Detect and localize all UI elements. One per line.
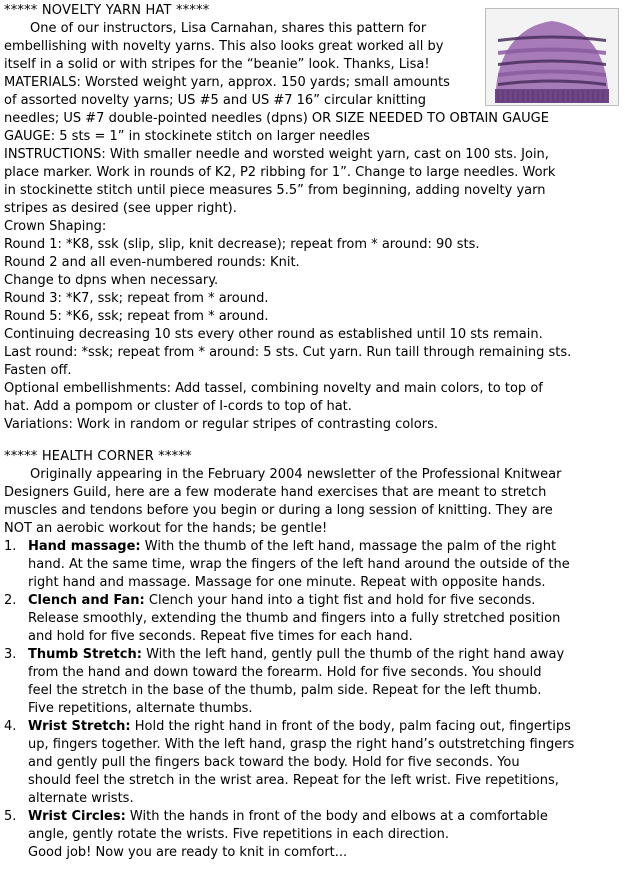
list-number: 3. [4, 647, 17, 662]
exercise-first-line [28, 646, 621, 664]
crown-shaping-line: Crown Shaping: [4, 219, 107, 234]
exercise-line: Five repetitions, alternate thumbs. [28, 701, 253, 716]
wrapped-text-zone [4, 2, 484, 110]
embellishment-line: Optional embellishments: Add tassel, combining novelty and main colors, to top of [4, 381, 543, 396]
section-heading: ***** NOVELTY YARN HAT ***** [4, 3, 210, 18]
exercise-line: hand. At the same time, wrap the fingers of the left hand around the outside of the [28, 557, 570, 572]
instructions-line: place marker. Work in rounds of K2, P2 ribbing for 1”. Change to large needles. Work [4, 165, 556, 180]
embellishment-line: hat. Add a pompom or cluster of I-cords to top of hat. [4, 399, 352, 414]
exercise-line: Release smoothly, extending the thumb and fingers into a fully stretched position [28, 611, 561, 626]
exercise-line: from the hand and down toward the forearm. Hold for five seconds. You should [28, 665, 542, 680]
exercise-term: Wrist Circles: [28, 809, 126, 824]
list-number: 2. [4, 593, 17, 608]
variations-line: Variations: Work in random or regular stripes of contrasting colors. [4, 417, 438, 432]
exercise-list [4, 538, 621, 844]
intro-line: Originally appearing in the February 2004 newsletter of the Professional Knitwear [30, 467, 562, 482]
list-number: 4. [4, 719, 17, 734]
hat-brim [495, 89, 609, 103]
exercise-line: feel the stretch in the base of the thumb, palm side. Repeat for the left thumb. [28, 683, 542, 698]
crown-shaping-line: Fasten off. [4, 363, 72, 378]
exercise-wrist-stretch [4, 718, 621, 808]
exercise-first-line [28, 808, 621, 826]
exercise-line: up, fingers together. With the left hand, grasp the right hand’s outstretching fingers [28, 737, 575, 752]
materials-line: of assorted novelty yarns; US #5 and US #7 16” circular knitting [4, 93, 426, 108]
exercise-thumb-stretch [4, 646, 621, 718]
section-heading: ***** HEALTH CORNER ***** [4, 449, 192, 464]
crown-shaping-line: Round 2 and all even-numbered rounds: Knit. [4, 255, 300, 270]
exercise-term: Wrist Stretch: [28, 719, 131, 734]
exercise-text: With the left hand, gently pull the thumb of the right hand away [141, 647, 565, 662]
exercise-text: With the thumb of the left hand, massage the palm of the right [140, 539, 557, 554]
closing-line: Good job! Now you are ready to knit in comfort... [28, 845, 348, 860]
instructions-line: INSTRUCTIONS: With smaller needle and worsted weight yarn, cast on 100 sts. Join, [4, 147, 549, 162]
intro-line: NOT an aerobic workout for the hands; be gentle! [4, 521, 328, 536]
crown-shaping-line: Round 1: *K8, ssk (slip, slip, knit decrease); repeat from * around: 90 sts. [4, 237, 480, 252]
exercise-first-line [28, 538, 621, 556]
section-spacer [4, 434, 621, 448]
exercise-term: Hand massage: [28, 539, 141, 554]
exercise-term: Clench and Fan: [28, 593, 145, 608]
intro-line: muscles and tendons before you begin or during a long session of knitting. They are [4, 503, 553, 518]
instructions-line: stripes as desired (see upper right). [4, 201, 237, 216]
exercise-line: should feel the stretch in the wrist area. Repeat for the left wrist. Five repetitions, [28, 773, 559, 788]
intro-line: One of our instructors, Lisa Carnahan, shares this pattern for [30, 21, 427, 36]
exercise-first-line [28, 718, 621, 736]
newsletter-page [4, 2, 621, 862]
intro-line: Designers Guild, here are a few moderate hand exercises that are meant to stretch [4, 485, 547, 500]
crown-shaping-line: Last round: *ssk; repeat from * around: 5 sts. Cut yarn. Run taill through remaining sts. [4, 345, 572, 360]
exercise-line: alternate wrists. [28, 791, 134, 806]
intro-line: itself in a solid or with stripes for the “beanie” look. Thanks, Lisa! [4, 57, 430, 72]
list-number: 1. [4, 539, 17, 554]
exercise-first-line [28, 592, 621, 610]
exercise-clench-and-fan [4, 592, 621, 646]
health-corner-section [4, 448, 621, 862]
exercise-line: angle, gently rotate the wrists. Five repetitions in each direction. [28, 827, 449, 842]
crown-shaping-line: Round 5: *K6, ssk; repeat from * around. [4, 309, 269, 324]
list-number: 5. [4, 809, 17, 824]
materials-line: needles; US #7 double-pointed needles (dpns) OR SIZE NEEDED TO OBTAIN GAUGE [4, 111, 549, 126]
exercise-text: Clench your hand into a tight fist and hold for five seconds. [144, 593, 536, 608]
exercise-hand-massage [4, 538, 621, 592]
exercise-line: and hold for five seconds. Repeat five times for each hand. [28, 629, 413, 644]
crown-shaping-line: Change to dpns when necessary. [4, 273, 219, 288]
exercise-line: right hand and massage. Massage for one minute. Repeat with opposite hands. [28, 575, 546, 590]
exercise-line: and gently pull the fingers back toward the body. Hold for five seconds. You [28, 755, 520, 770]
exercise-wrist-circles [4, 808, 621, 844]
crown-shaping-line: Continuing decreasing 10 sts every other round as established until 10 sts remain. [4, 327, 543, 342]
intro-line: embellishing with novelty yarns. This also looks great worked all by [4, 39, 444, 54]
instructions-line: in stockinette stitch until piece measures 5.5” from beginning, adding novelty yarn [4, 183, 546, 198]
exercise-term: Thumb Stretch: [28, 647, 142, 662]
knitted-hat-photo [485, 8, 619, 106]
materials-line: MATERIALS: Worsted weight yarn, approx. 150 yards; small amounts [4, 75, 450, 90]
crown-shaping-line: Round 3: *K7, ssk; repeat from * around. [4, 291, 269, 306]
exercise-text: With the hands in front of the body and elbows at a comfortable [125, 809, 548, 824]
gauge-line: GAUGE: 5 sts = 1” in stockinete stitch on larger needles [4, 129, 370, 144]
exercise-text: Hold the right hand in front of the body, palm facing out, fingertips [130, 719, 571, 734]
knitted-hat-image [486, 9, 618, 105]
